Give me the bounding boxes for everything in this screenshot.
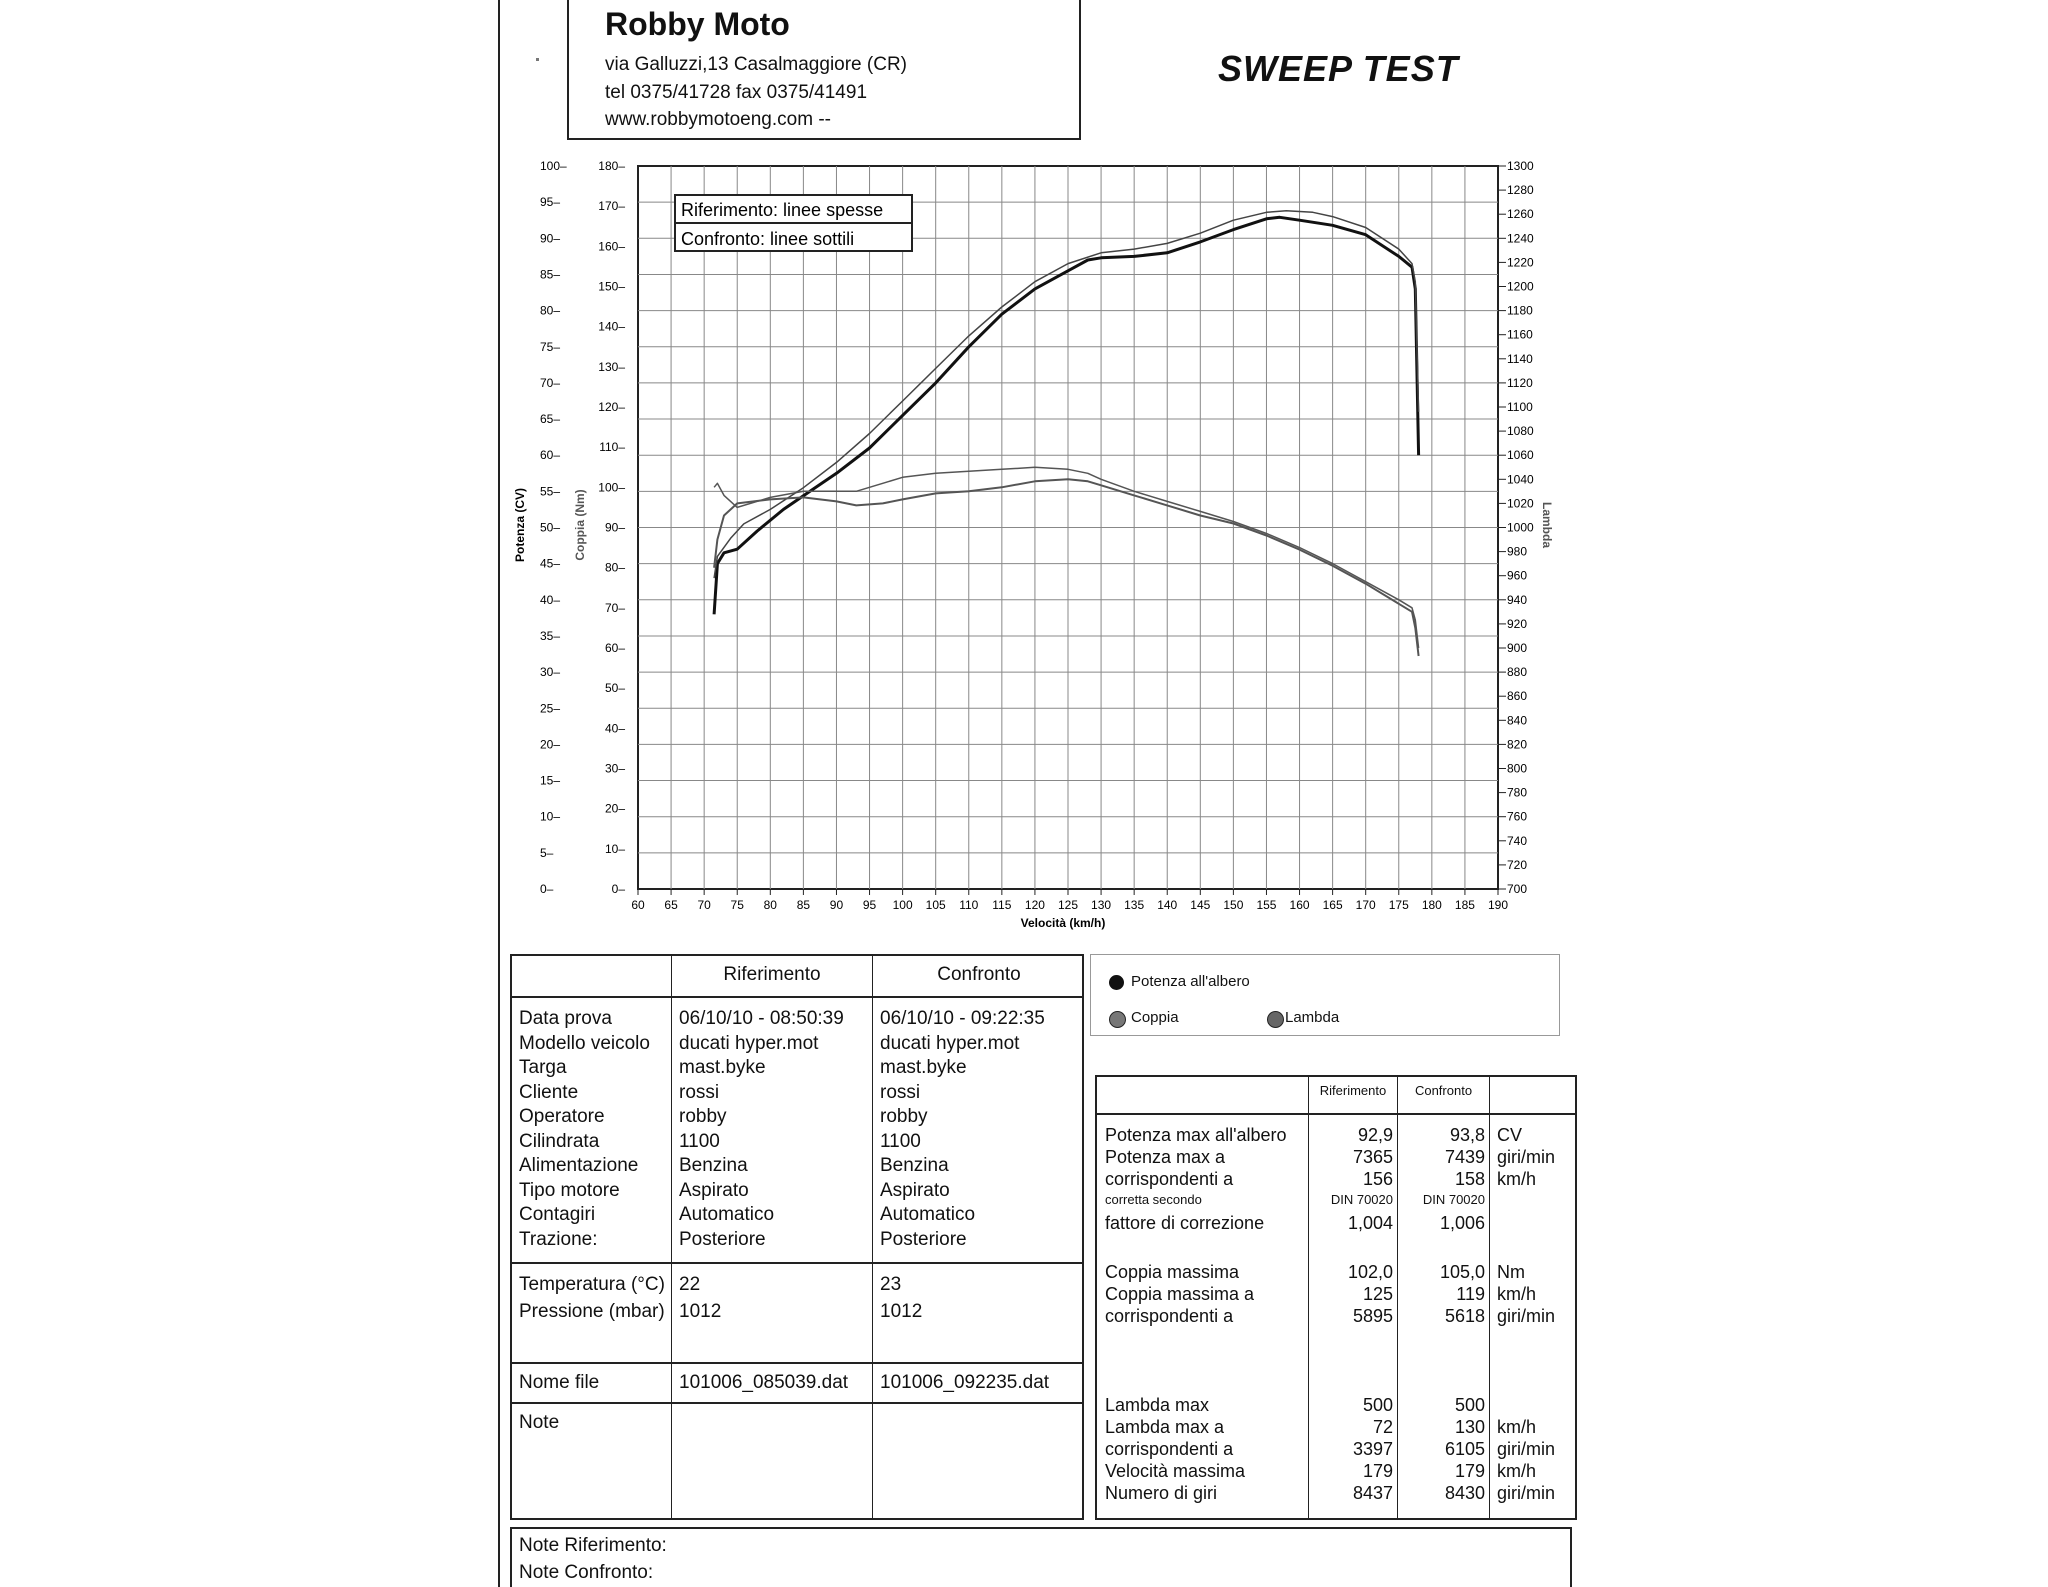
power-tick-label: 95– [540, 195, 561, 210]
x-tick-label: 100 [892, 898, 913, 912]
lambda-tick-label: 840 [1507, 713, 1528, 728]
x-tick-label: 70 [697, 898, 711, 912]
x-tick-label: 95 [862, 898, 877, 912]
result-conf: 6105 [1444, 1439, 1485, 1459]
result-ref: 92,9 [1357, 1125, 1393, 1145]
note-label: Note [519, 1412, 560, 1433]
result-label: corrispondenti a [1105, 1306, 1234, 1326]
power-tick-label: 75– [540, 339, 561, 354]
info-ref: robby [679, 1106, 727, 1127]
result-label: Velocità massima [1105, 1461, 1246, 1481]
torque-tick-label: 110– [599, 440, 625, 455]
power-tick-label: 30– [540, 665, 561, 680]
x-tick-label: 135 [1124, 898, 1145, 912]
info-ref: mast.byke [679, 1057, 766, 1078]
info-ref: 1100 [679, 1130, 720, 1152]
result-conf: 500 [1454, 1395, 1485, 1415]
x-tick-label: 140 [1157, 898, 1178, 912]
lambda-tick-label: 1000 [1507, 520, 1534, 535]
lambda-tick-label: 1240 [1507, 231, 1534, 246]
file-label: Nome file [519, 1372, 600, 1393]
series-line-1 [714, 211, 1419, 578]
power-tick-label: 0– [540, 882, 554, 896]
result-label: Lambda max a [1105, 1417, 1225, 1437]
result-label: corretta secondo [1105, 1192, 1202, 1207]
col-header-confronto: Confronto [937, 964, 1021, 985]
power-tick-label: 50– [540, 520, 561, 535]
lambda-tick-label: 980 [1507, 544, 1528, 559]
info-label: Tipo motore [519, 1179, 620, 1201]
result-ref: 102,0 [1347, 1262, 1393, 1282]
lambda-tick-label: 780 [1507, 785, 1528, 800]
power-tick-label: 10– [540, 809, 561, 824]
lambda-tick-label: 1220 [1507, 255, 1534, 270]
legend-potenza: Potenza all'albero [1131, 973, 1250, 990]
info-label: Modello veicolo [519, 1032, 650, 1054]
x-tick-label: 75 [730, 898, 744, 912]
x-tick-label: 85 [796, 898, 811, 912]
info-conf: Benzina [880, 1155, 949, 1176]
result-unit: km/h [1497, 1169, 1537, 1189]
result-conf: DIN 70020 [1422, 1192, 1485, 1207]
x-tick-label: 120 [1024, 898, 1045, 912]
result-label: Coppia massima a [1105, 1284, 1255, 1304]
result-label: corrispondenti a [1105, 1439, 1234, 1459]
lambda-tick-label: 1060 [1507, 448, 1534, 463]
info-conf: 06/10/10 - 09:22:35 [880, 1008, 1045, 1029]
lambda-tick-label: 1280 [1507, 183, 1534, 198]
torque-tick-label: 10– [604, 841, 625, 856]
note-riferimento-label: Note Riferimento: [519, 1535, 667, 1556]
torque-tick-label: 80– [604, 560, 625, 575]
potenza-dot-icon [1109, 975, 1124, 990]
lambda-tick-label: 880 [1507, 665, 1528, 680]
result-conf: 130 [1454, 1417, 1485, 1437]
result-conf: 119 [1456, 1284, 1485, 1304]
result-unit: giri/min [1497, 1306, 1556, 1326]
lambda-tick-label: 1100 [1507, 400, 1533, 414]
env-value-conf: 1012 [880, 1301, 923, 1322]
result-unit: CV [1497, 1125, 1523, 1145]
test-info-table [510, 954, 1084, 1520]
env-value-ref: 22 [679, 1274, 701, 1295]
info-ref: Aspirato [679, 1179, 749, 1201]
results-table [1095, 1075, 1577, 1520]
lambda-tick-label: 820 [1507, 737, 1528, 752]
torque-tick-label: 40– [604, 721, 625, 736]
info-label: Cilindrata [519, 1130, 600, 1152]
power-tick-label: 25– [540, 701, 561, 716]
lambda-tick-label: 760 [1507, 809, 1528, 824]
power-tick-label: 65– [540, 412, 561, 427]
x-tick-label: 150 [1223, 898, 1244, 912]
chart-grid [638, 166, 1498, 889]
power-tick-label: 85– [540, 267, 561, 282]
result-label: Numero di giri [1105, 1483, 1218, 1503]
torque-tick-label: 150– [598, 279, 625, 294]
torque-tick-label: 0– [611, 882, 625, 896]
legend-lambda: Lambda [1285, 1009, 1340, 1026]
info-ref: Automatico [679, 1204, 775, 1225]
result-conf: 1,006 [1439, 1213, 1485, 1233]
x-tick-label: 190 [1487, 898, 1509, 912]
x-tick-label: 180 [1421, 898, 1442, 912]
info-conf: rossi [880, 1081, 921, 1103]
lambda-tick-label: 940 [1507, 592, 1528, 607]
x-tick-label: 125 [1057, 898, 1079, 912]
lambda-tick-label: 1080 [1507, 424, 1534, 439]
power-tick-label: 70– [540, 375, 561, 390]
series-legend [1090, 954, 1560, 1036]
info-label: Data prova [519, 1008, 612, 1029]
y-axis-label-torque: Coppia (Nm) [573, 489, 587, 561]
torque-tick-label: 20– [604, 801, 625, 816]
info-conf: mast.byke [880, 1057, 967, 1078]
power-tick-label: 15– [540, 773, 561, 788]
power-tick-label: 40– [540, 592, 561, 607]
file-conf: 101006_092235.dat [880, 1372, 1050, 1393]
lambda-tick-label: 1140 [1507, 351, 1533, 366]
info-label: Trazione: [519, 1228, 598, 1250]
series-line-3 [714, 467, 1419, 648]
torque-tick-label: 170– [598, 199, 625, 214]
torque-tick-label: 140– [598, 319, 625, 334]
x-tick-label: 165 [1322, 898, 1343, 912]
info-conf: ducati hyper.mot [880, 1032, 1020, 1054]
info-ref: Benzina [679, 1155, 748, 1176]
y-axis-label-lambda: Lambda [1540, 501, 1554, 549]
chart-series [714, 211, 1419, 656]
result-unit: giri/min [1497, 1483, 1556, 1503]
info-label: Targa [519, 1057, 567, 1078]
env-value-conf: 23 [880, 1274, 902, 1295]
result-conf: 8430 [1444, 1483, 1485, 1503]
info-label: Operatore [519, 1106, 605, 1127]
torque-tick-label: 100– [598, 480, 625, 495]
result-ref: 8437 [1352, 1483, 1393, 1503]
info-label: Cliente [519, 1081, 579, 1103]
result-conf: 93,8 [1449, 1125, 1485, 1145]
file-ref: 101006_085039.dat [679, 1372, 849, 1393]
x-tick-label: 175 [1388, 898, 1409, 912]
info-conf: robby [880, 1106, 928, 1127]
result-ref: DIN 70020 [1330, 1192, 1393, 1207]
lambda-tick-label: 1120 [1507, 375, 1533, 390]
torque-tick-label: 160– [598, 239, 625, 254]
result-unit: km/h [1497, 1417, 1537, 1437]
lambda-tick-label: 1040 [1507, 472, 1534, 487]
env-value-ref: 1012 [679, 1301, 722, 1322]
x-tick-label: 160 [1289, 898, 1310, 912]
legend-compare: Confronto: linee sottili [681, 229, 855, 249]
lambda-dot-icon [1267, 1011, 1284, 1028]
power-tick-label: 35– [540, 628, 561, 643]
lambda-tick-label: 1260 [1507, 207, 1534, 222]
result-ref: 179 [1362, 1461, 1393, 1481]
result-conf: 158 [1454, 1169, 1485, 1189]
x-axis-label: Velocità (km/h) [1020, 916, 1106, 930]
result-conf: 7439 [1444, 1147, 1485, 1167]
lambda-tick-label: 740 [1507, 833, 1528, 848]
info-ref: Posteriore [679, 1228, 766, 1250]
lambda-tick-label: 1160 [1507, 327, 1533, 342]
info-conf: Posteriore [880, 1228, 967, 1250]
power-tick-label: 80– [540, 303, 561, 318]
env-label: Temperatura (°C) [519, 1274, 665, 1295]
torque-tick-label: 180– [598, 159, 625, 173]
x-tick-label: 115 [992, 898, 1012, 912]
result-ref: 3397 [1352, 1439, 1393, 1459]
result-unit: km/h [1497, 1461, 1537, 1481]
lambda-tick-label: 1300 [1507, 159, 1534, 173]
result-unit: giri/min [1497, 1439, 1556, 1459]
info-conf: Aspirato [880, 1179, 950, 1201]
power-tick-label: 45– [540, 556, 561, 571]
x-tick-label: 130 [1091, 898, 1112, 912]
col-header-riferimento: Riferimento [723, 964, 821, 985]
info-label: Contagiri [519, 1204, 596, 1225]
torque-tick-label: 30– [604, 761, 625, 776]
x-tick-label: 60 [631, 898, 645, 912]
x-tick-label: 105 [925, 898, 946, 912]
result-ref: 125 [1362, 1284, 1393, 1304]
lambda-tick-label: 700 [1507, 882, 1528, 896]
torque-tick-label: 70– [604, 600, 625, 615]
result-ref: 5895 [1352, 1306, 1393, 1326]
result-ref: 7365 [1352, 1147, 1393, 1167]
company-name: Robby Moto [605, 6, 790, 42]
lambda-tick-label: 1020 [1507, 496, 1534, 511]
lambda-tick-label: 720 [1507, 857, 1528, 872]
info-conf: 1100 [880, 1130, 921, 1152]
company-address: via Galluzzi,13 Casalmaggiore (CR) [605, 54, 907, 75]
lambda-tick-label: 1200 [1507, 279, 1534, 294]
result-label: Potenza max all'albero [1105, 1125, 1287, 1145]
series-line-2 [714, 479, 1419, 656]
lambda-tick-label: 900 [1507, 641, 1528, 655]
result-label: Potenza max a [1105, 1147, 1226, 1167]
result-ref: 500 [1362, 1395, 1393, 1415]
result-label: Coppia massima [1105, 1262, 1240, 1282]
y-axis-label-power: Potenza (CV) [513, 487, 527, 563]
coppia-dot-icon [1109, 1011, 1126, 1028]
info-label: Alimentazione [519, 1155, 639, 1176]
power-tick-label: 90– [540, 231, 561, 246]
x-tick-label: 145 [1190, 898, 1211, 912]
lambda-tick-label: 1180 [1507, 303, 1533, 318]
result-ref: 72 [1372, 1417, 1393, 1437]
result-unit: Nm [1497, 1262, 1525, 1282]
info-ref: ducati hyper.mot [679, 1032, 819, 1054]
power-tick-label: 55– [540, 484, 561, 499]
info-ref: 06/10/10 - 08:50:39 [679, 1008, 844, 1029]
x-tick-label: 90 [829, 898, 844, 912]
power-tick-label: 5– [540, 845, 554, 860]
notes-box [510, 1527, 1572, 1587]
results-header-confronto: Confronto [1414, 1083, 1473, 1098]
result-label: Lambda max [1105, 1395, 1210, 1415]
info-conf: Automatico [880, 1204, 976, 1225]
lambda-tick-label: 960 [1507, 568, 1528, 583]
x-tick-label: 65 [664, 898, 678, 912]
result-label: corrispondenti a [1105, 1169, 1234, 1189]
company-website: www.robbymotoeng.com -- [605, 109, 831, 130]
power-tick-label: 100– [540, 159, 567, 173]
x-tick-label: 80 [763, 898, 777, 912]
torque-tick-label: 50– [604, 681, 625, 696]
note-confronto-label: Note Confronto: [519, 1562, 654, 1583]
company-phone: tel 0375/41728 fax 0375/41491 [605, 82, 868, 103]
env-label: Pressione (mbar) [519, 1301, 665, 1322]
lambda-tick-label: 800 [1507, 761, 1528, 776]
torque-tick-label: 120– [598, 400, 625, 414]
x-tick-label: 185 [1454, 898, 1475, 912]
x-tick-label: 110 [959, 898, 979, 912]
lambda-tick-label: 860 [1507, 689, 1528, 704]
result-conf: 105,0 [1439, 1262, 1485, 1282]
chart-axes [540, 159, 1534, 912]
result-ref: 1,004 [1347, 1213, 1393, 1233]
result-unit: giri/min [1497, 1147, 1556, 1167]
power-tick-label: 60– [540, 448, 561, 463]
x-tick-label: 155 [1256, 898, 1277, 912]
legend-reference: Riferimento: linee spesse [681, 200, 884, 220]
page-title: SWEEP TEST [1218, 48, 1459, 89]
torque-tick-label: 130– [598, 359, 625, 374]
lambda-tick-label: 920 [1507, 616, 1528, 631]
result-conf: 179 [1454, 1461, 1485, 1481]
results-header-riferimento: Riferimento [1319, 1083, 1387, 1098]
torque-tick-label: 60– [604, 641, 625, 655]
x-tick-label: 170 [1355, 898, 1376, 912]
result-conf: 5618 [1444, 1306, 1485, 1326]
info-ref: rossi [679, 1081, 720, 1103]
torque-tick-label: 90– [604, 520, 625, 535]
result-unit: km/h [1497, 1284, 1537, 1304]
result-ref: 156 [1362, 1169, 1393, 1189]
power-tick-label: 20– [540, 737, 561, 752]
legend-coppia: Coppia [1131, 1009, 1179, 1026]
result-label: fattore di correzione [1105, 1213, 1265, 1233]
